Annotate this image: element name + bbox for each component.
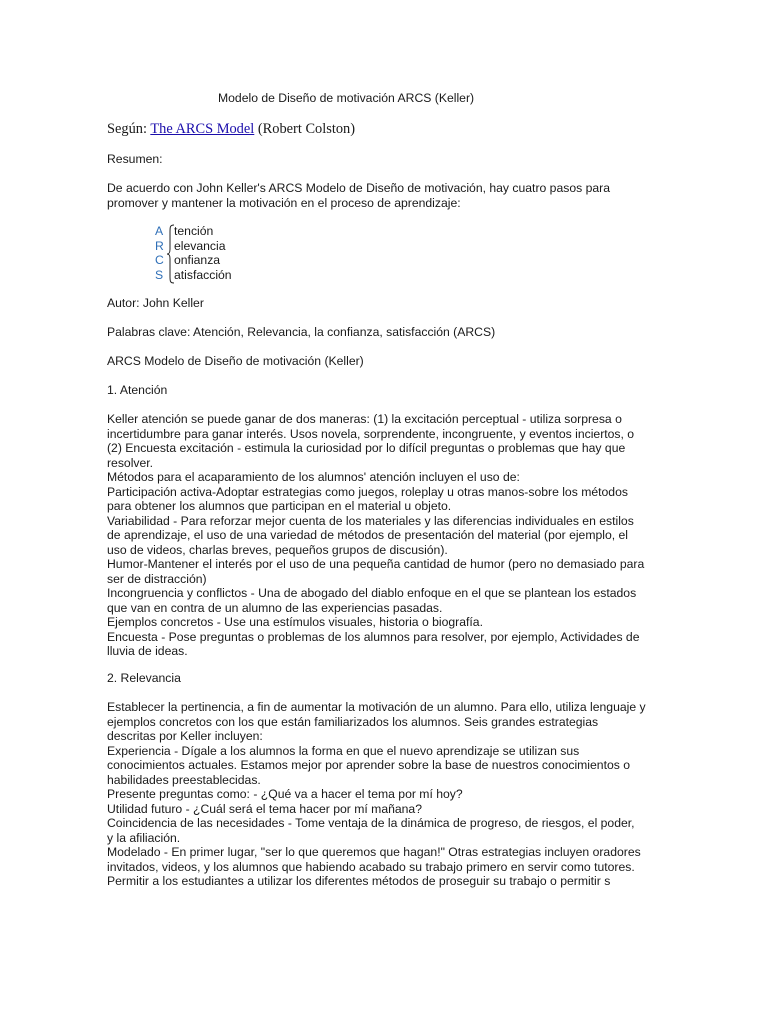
text-line: Modelado - En primer lugar, "ser lo que queremos que hagan!" Otras estrategias incluyen oradores (107, 845, 641, 859)
arcs-acronym-list (155, 224, 232, 282)
text-line: Coincidencia de las necesidades - Tome ventaja de la dinámica de progreso, de riesgos, el poder, (107, 816, 635, 830)
keywords-line: Palabras clave: Atención, Relevancia, la confianza, satisfacción (ARCS) (107, 325, 496, 339)
arcs-letter: C (155, 253, 164, 267)
atencion-paragraph (107, 412, 667, 659)
text-line: ejemplos concretos con los que están familiarizados los alumnos. Seis grandes estrategias (107, 714, 599, 729)
source-line (107, 122, 355, 137)
arcs-word: onfianza (174, 253, 221, 267)
section-heading-relevancia: 2. Relevancia (107, 671, 181, 685)
text-line: Incongruencia y conflictos - Una de abogado del diablo enfoque en el que se plantean los estados (107, 586, 637, 600)
text-line: de aprendizaje, el uso de una variedad de métodos de presentación del material (por ejemplo, el (107, 528, 629, 542)
section-heading-atencion: 1. Atención (107, 383, 168, 397)
resumen-label: Resumen: (107, 152, 163, 166)
text-line: para obtener los alumnos que participan en el material u objeto. (107, 499, 452, 513)
text-line: que van en contra de un alumno de las experiencias pasadas. (107, 600, 443, 615)
document-title: Modelo de Diseño de motivación ARCS (Keller) (218, 91, 475, 105)
text-line: Participación activa-Adoptar estrategias como juegos, roleplay u otras manos-sobre los métodos (107, 484, 628, 499)
arcs-item (155, 239, 232, 254)
text-line: descritas por Keller incluyen: (107, 729, 263, 743)
text-line: conocimientos actuales. Estamos mejor por aprender sobre la base de nuestros conocimientos o (107, 758, 630, 772)
text-line: Presente preguntas como: - ¿Qué va a hacer el tema por mí hoy? (107, 787, 463, 801)
text-line: ser de distracción) (107, 571, 207, 586)
arcs-item (155, 253, 232, 268)
relevancia-paragraph (107, 700, 667, 889)
arcs-item (155, 268, 232, 283)
text-line: habilidades preestablecidas. (107, 772, 261, 787)
text-line: Permitir a los estudiantes a utilizar los diferentes métodos de proseguir su trabajo o permitir s (107, 874, 611, 888)
text-line: uso de videos, charlas breves, pequeños grupos de discusión). (107, 542, 448, 557)
text-line: Encuesta - Pose preguntas o problemas de los alumnos para resolver, por ejemplo, Actividades de (107, 629, 640, 644)
text-line: Métodos para el acaparamiento de los alumnos' atención incluyen el uso de: (107, 470, 520, 484)
arcs-word: tención (174, 224, 214, 238)
text-line: incertidumbre para ganar interés. Usos novela, sorprendente, incongruente, y eventos inciertos, o (107, 426, 635, 441)
text-line: Experiencia - Dígale a los alumnos la forma en que el nuevo aprendizaje se utilizan sus (107, 743, 580, 758)
subtitle-line: ARCS Modelo de Diseño de motivación (Keller) (107, 354, 364, 368)
intro-paragraph (107, 181, 667, 210)
text-line: Establecer la pertinencia, a fin de aumentar la motivación de un alumno. Para ello, utiliza lenguaje y (107, 700, 646, 714)
arcs-item (155, 224, 232, 239)
author-line: Autor: John Keller (107, 296, 204, 310)
text-line: Ejemplos concretos - Use una estímulos visuales, historia o biografía. (107, 615, 483, 629)
text-line: Keller atención se puede ganar de dos maneras: (1) la excitación perceptual - utiliza sorpresa o (107, 412, 622, 426)
text-line: invitados, videos, y los alumnos que habiendo acabado su trabajo primero en servir como tutores. (107, 859, 635, 874)
text-line: lluvia de ideas. (107, 644, 188, 658)
text-line: Humor-Mantener el interés por el uso de una pequeña cantidad de humor (pero no demasiado para (107, 557, 645, 571)
arcs-word: elevancia (174, 238, 226, 253)
source-prefix: Según: (107, 121, 147, 137)
text-line: y la afiliación. (107, 830, 181, 845)
arcs-letter: R (155, 238, 164, 253)
text-line: resolver. (107, 455, 154, 470)
text-line: Utilidad futuro - ¿Cuál será el tema hacer por mí mañana? (107, 801, 422, 816)
arcs-letter: S (155, 267, 164, 282)
source-author: (Robert Colston) (257, 121, 356, 137)
arcs-model-link[interactable]: The ARCS Model (150, 121, 255, 137)
intro-line: promover y mantener la motivación en el proceso de aprendizaje: (107, 195, 461, 210)
intro-line: De acuerdo con John Keller's ARCS Modelo de Diseño de motivación, hay cuatro pasos para (107, 181, 610, 195)
text-line: (2) Encuesta excitación - estimula la curiosidad por lo difícil preguntas o problemas que hay que (107, 441, 626, 455)
text-line: Variabilidad - Para reforzar mejor cuenta de los materiales y las diferencias individuales en estilos (107, 513, 634, 528)
arcs-word: atisfacción (174, 267, 232, 282)
arcs-letter: A (155, 224, 164, 238)
